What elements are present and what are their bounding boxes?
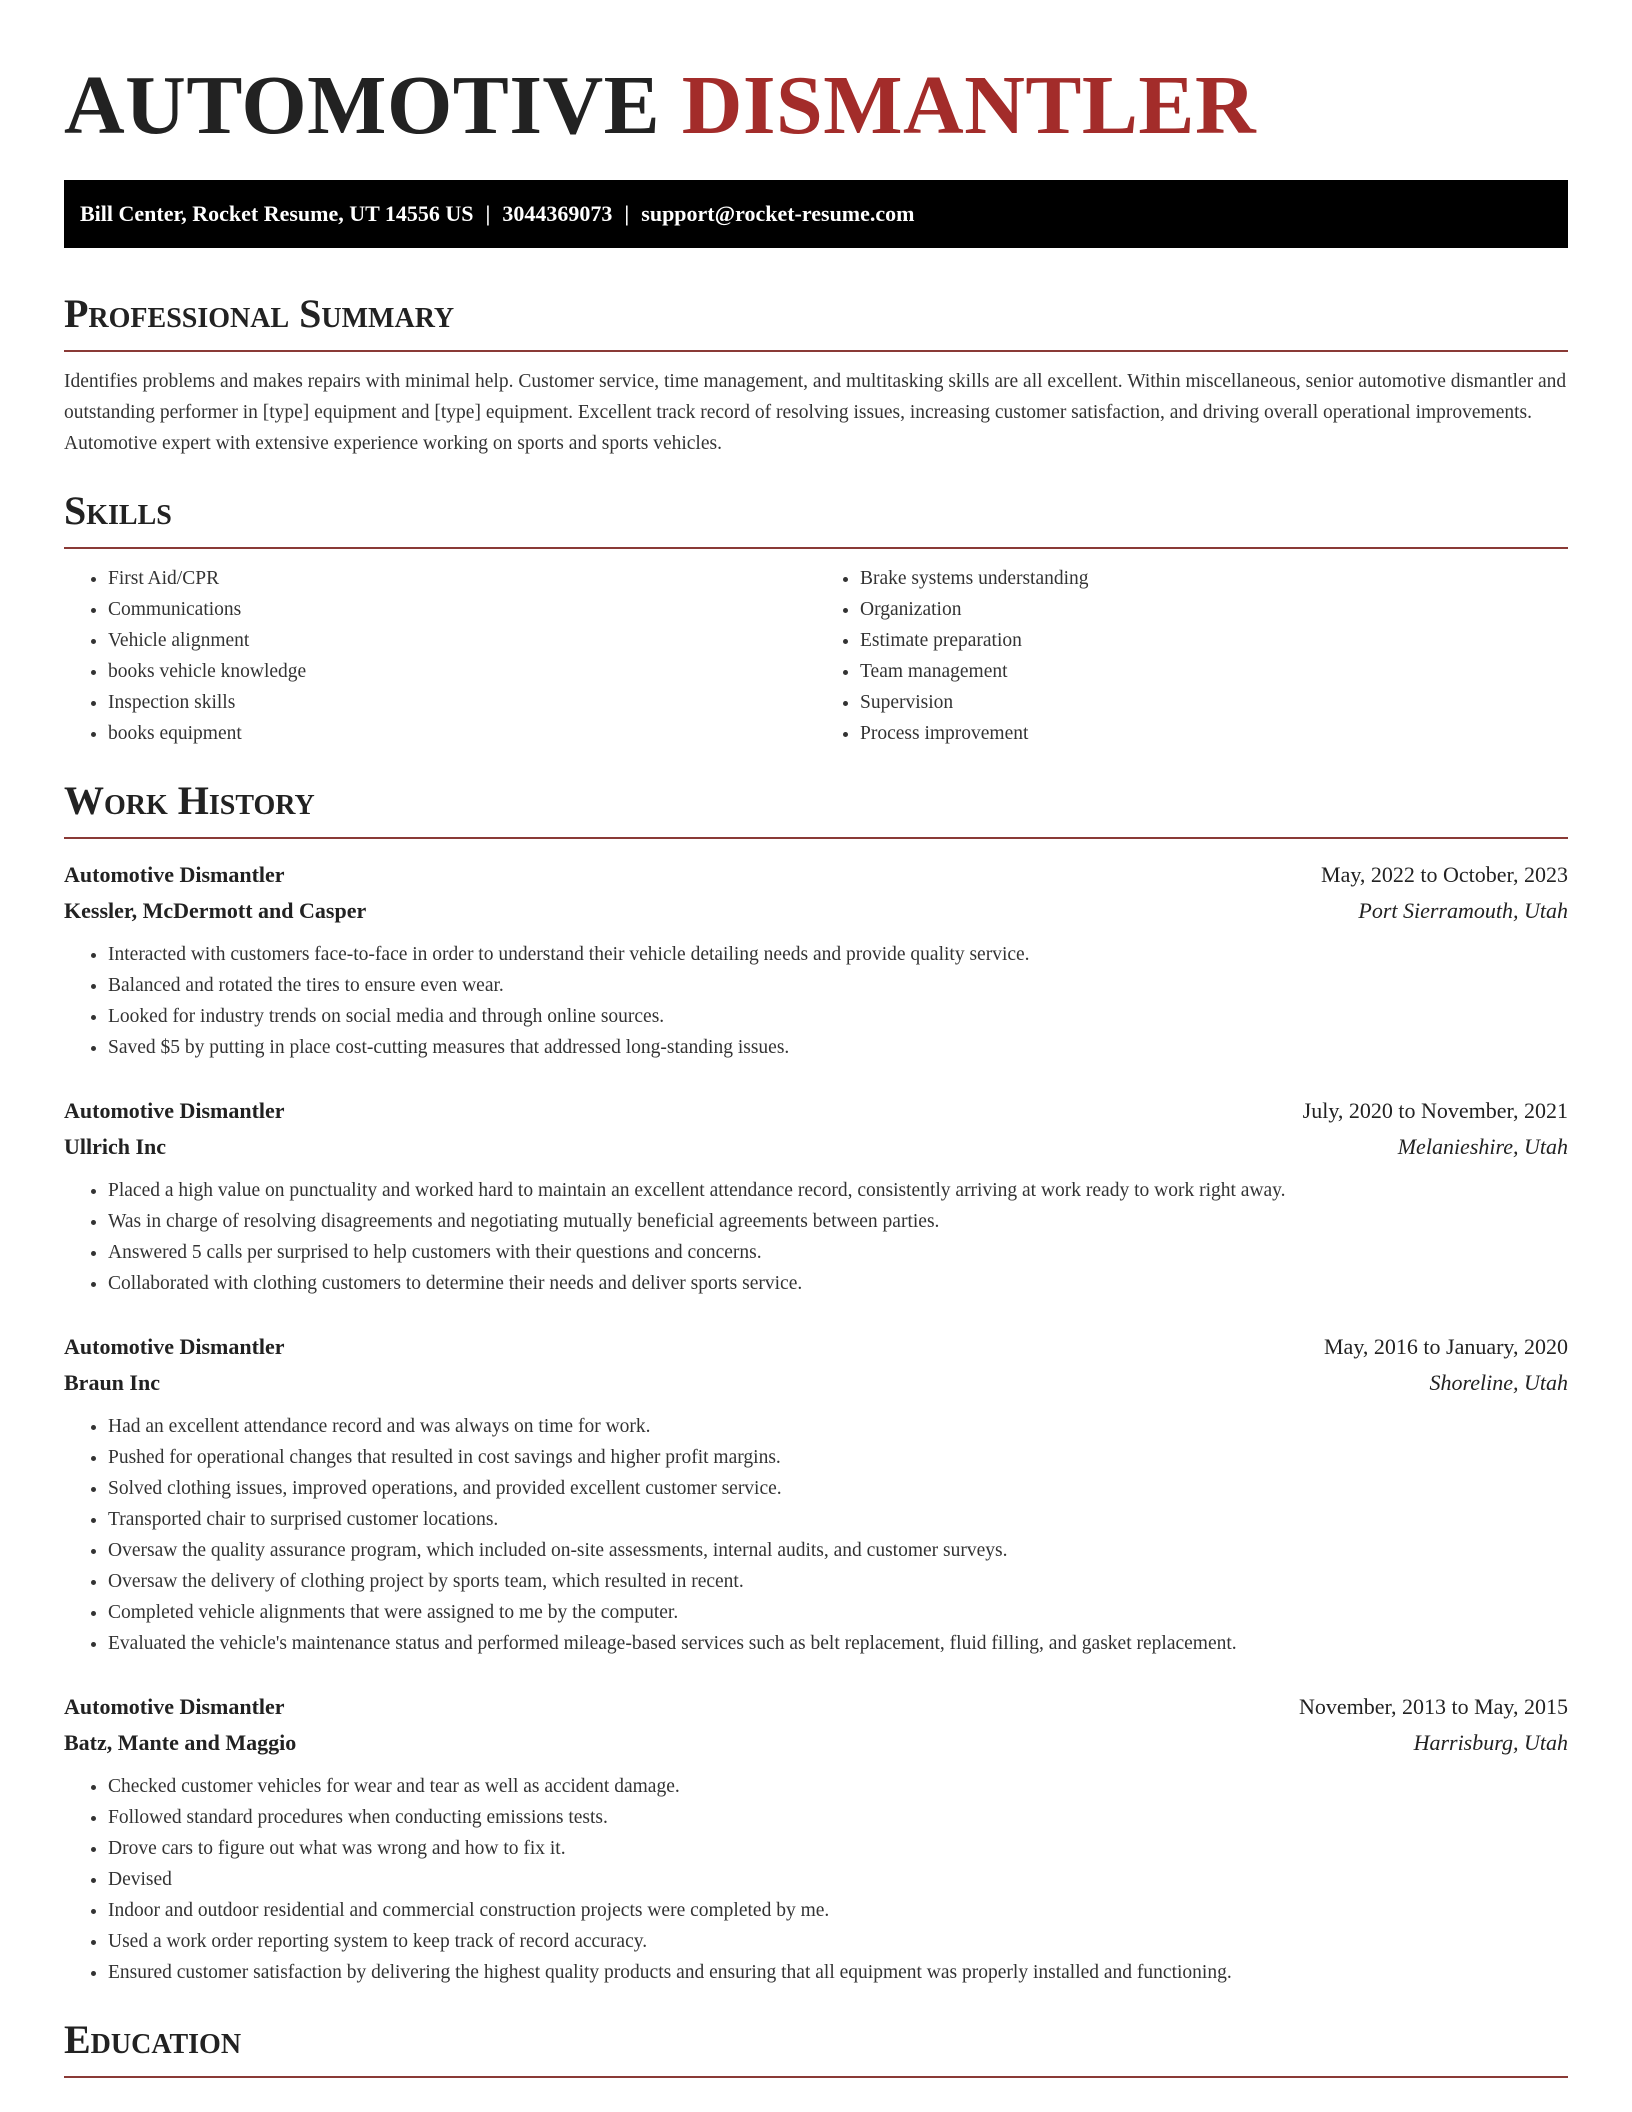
summary-text: Identifies problems and makes repairs with minimal help. Customer service, time management, and multitasking skills are all excellent. Within miscellaneous, senior automotive dismantler and outstanding performer in [type] equipment and [type] equipment. Excellent track record of resolving issues, increasing customer satisfaction, and driving overall operational improvements. Automotive expert with extensive experience working on sports and sports vehicles.	[64, 371, 1567, 454]
title-last-word: DISMANTLER	[681, 59, 1257, 152]
job-bullet: • Indoor and outdoor residential and commercial construction projects were completed by me.	[108, 1895, 1568, 1926]
job-header-row	[64, 1093, 1568, 1129]
job-dates: May, 2022 to October, 2023	[1321, 862, 1568, 887]
contact-address: Bill Center, Rocket Resume, UT 14556 US	[80, 201, 474, 226]
job-bullet-list	[64, 939, 1568, 1063]
job-company: Ullrich Inc	[64, 1134, 167, 1159]
job-header-row	[64, 1329, 1568, 1365]
job-bullet: • Evaluated the vehicle's maintenance status and performed mileage-based services such as belt replacement, fluid filling, and gasket replacement.	[108, 1628, 1568, 1659]
job-entry	[64, 857, 1568, 1063]
skills-grid	[64, 563, 1568, 749]
contact-separator: |	[624, 201, 630, 226]
skill-item: • books equipment	[108, 718, 816, 749]
section-heading-work-history: Work History	[64, 777, 1568, 839]
summary-section	[64, 290, 1568, 459]
job-company-row	[64, 1365, 1568, 1401]
contact-bar	[64, 180, 1568, 248]
job-bullet-list	[64, 1771, 1568, 1988]
skills-column-right	[816, 563, 1568, 749]
job-bullet: • Had an excellent attendance record and was always on time for work.	[108, 1411, 1568, 1442]
job-bullet-list	[64, 1175, 1568, 1299]
skill-item: • First Aid/CPR	[108, 563, 816, 594]
skill-item: • Communications	[108, 594, 816, 625]
contact-separator: |	[485, 201, 491, 226]
job-bullet: • Devised	[108, 1864, 1568, 1895]
job-bullet: • Collaborated with clothing customers to determine their needs and deliver sports service.	[108, 1268, 1568, 1299]
job-bullet: • Completed vehicle alignments that were assigned to me by the computer.	[108, 1597, 1568, 1628]
job-bullet: • Oversaw the delivery of clothing project by sports team, which resulted in recent.	[108, 1566, 1568, 1597]
skill-item: • Estimate preparation	[860, 625, 1568, 656]
job-title: Automotive Dismantler	[64, 1694, 285, 1719]
job-bullet: • Answered 5 calls per surprised to help customers with their questions and concerns.	[108, 1237, 1568, 1268]
job-bullet: • Transported chair to surprised customer locations.	[108, 1504, 1568, 1535]
title-first-word: AUTOMOTIVE	[64, 59, 661, 152]
section-heading-skills: Skills	[64, 487, 1568, 549]
job-company: Kessler, McDermott and Casper	[64, 898, 367, 923]
job-entry	[64, 1329, 1568, 1659]
job-company: Batz, Mante and Maggio	[64, 1730, 297, 1755]
skills-column-left	[64, 563, 816, 749]
skill-item: • Vehicle alignment	[108, 625, 816, 656]
job-entry	[64, 1093, 1568, 1299]
job-bullet: • Was in charge of resolving disagreements and negotiating mutually beneficial agreements between parties.	[108, 1206, 1568, 1237]
job-entry	[64, 1689, 1568, 1988]
job-bullet: • Balanced and rotated the tires to ensure even wear.	[108, 970, 1568, 1001]
skill-item: • Brake systems understanding	[860, 563, 1568, 594]
job-bullet: • Looked for industry trends on social media and through online sources.	[108, 1001, 1568, 1032]
job-bullet: • Oversaw the quality assurance program, which included on-site assessments, internal audits, and customer surveys.	[108, 1535, 1568, 1566]
education-section	[64, 2016, 1568, 2078]
job-bullet: • Drove cars to figure out what was wrong and how to fix it.	[108, 1833, 1568, 1864]
skill-item: • Team management	[860, 656, 1568, 687]
job-bullet: • Interacted with customers face-to-face in order to understand their vehicle detailing needs and provide quality service.	[108, 939, 1568, 970]
skill-item: • Process improvement	[860, 718, 1568, 749]
job-dates: May, 2016 to January, 2020	[1324, 1334, 1568, 1359]
job-bullet: • Placed a high value on punctuality and worked hard to maintain an excellent attendance record, consistently arriving at work ready to work right away.	[108, 1175, 1568, 1206]
job-title: Automotive Dismantler	[64, 1334, 285, 1359]
job-header-row	[64, 1689, 1568, 1725]
resume-page	[64, 0, 1568, 2078]
section-heading-education: Education	[64, 2016, 1568, 2078]
job-title: Automotive Dismantler	[64, 862, 285, 887]
job-header-row	[64, 857, 1568, 893]
job-bullet: • Checked customer vehicles for wear and tear as well as accident damage.	[108, 1771, 1568, 1802]
job-title: Automotive Dismantler	[64, 1098, 285, 1123]
contact-phone: 3044369073	[502, 201, 613, 226]
job-bullet-list	[64, 1411, 1568, 1659]
job-location: Melanieshire, Utah	[1397, 1134, 1568, 1159]
job-bullet: • Pushed for operational changes that resulted in cost savings and higher profit margins.	[108, 1442, 1568, 1473]
section-heading-summary: Professional Summary	[64, 290, 1568, 352]
job-bullet: • Ensured customer satisfaction by delivering the highest quality products and ensuring that all equipment was properly installed and functioning.	[108, 1957, 1568, 1988]
job-bullet: • Saved $5 by putting in place cost-cutting measures that addressed long-standing issues.	[108, 1032, 1568, 1063]
job-location: Shoreline, Utah	[1429, 1370, 1568, 1395]
job-bullet: • Followed standard procedures when conducting emissions tests.	[108, 1802, 1568, 1833]
skills-section	[64, 487, 1568, 749]
skill-item: • Organization	[860, 594, 1568, 625]
job-company: Braun Inc	[64, 1370, 160, 1395]
job-dates: July, 2020 to November, 2021	[1302, 1098, 1568, 1123]
job-location: Port Sierramouth, Utah	[1358, 898, 1568, 923]
job-company-row	[64, 1725, 1568, 1761]
resume-title	[64, 58, 1568, 154]
job-company-row	[64, 1129, 1568, 1165]
skill-item: • books vehicle knowledge	[108, 656, 816, 687]
work-history-section	[64, 777, 1568, 1988]
job-bullet: • Solved clothing issues, improved operations, and provided excellent customer service.	[108, 1473, 1568, 1504]
skill-item: • Supervision	[860, 687, 1568, 718]
contact-email: support@rocket-resume.com	[641, 201, 915, 226]
job-company-row	[64, 893, 1568, 929]
job-location: Harrisburg, Utah	[1413, 1730, 1568, 1755]
job-bullet: • Used a work order reporting system to keep track of record accuracy.	[108, 1926, 1568, 1957]
skill-item: • Inspection skills	[108, 687, 816, 718]
job-dates: November, 2013 to May, 2015	[1299, 1694, 1568, 1719]
